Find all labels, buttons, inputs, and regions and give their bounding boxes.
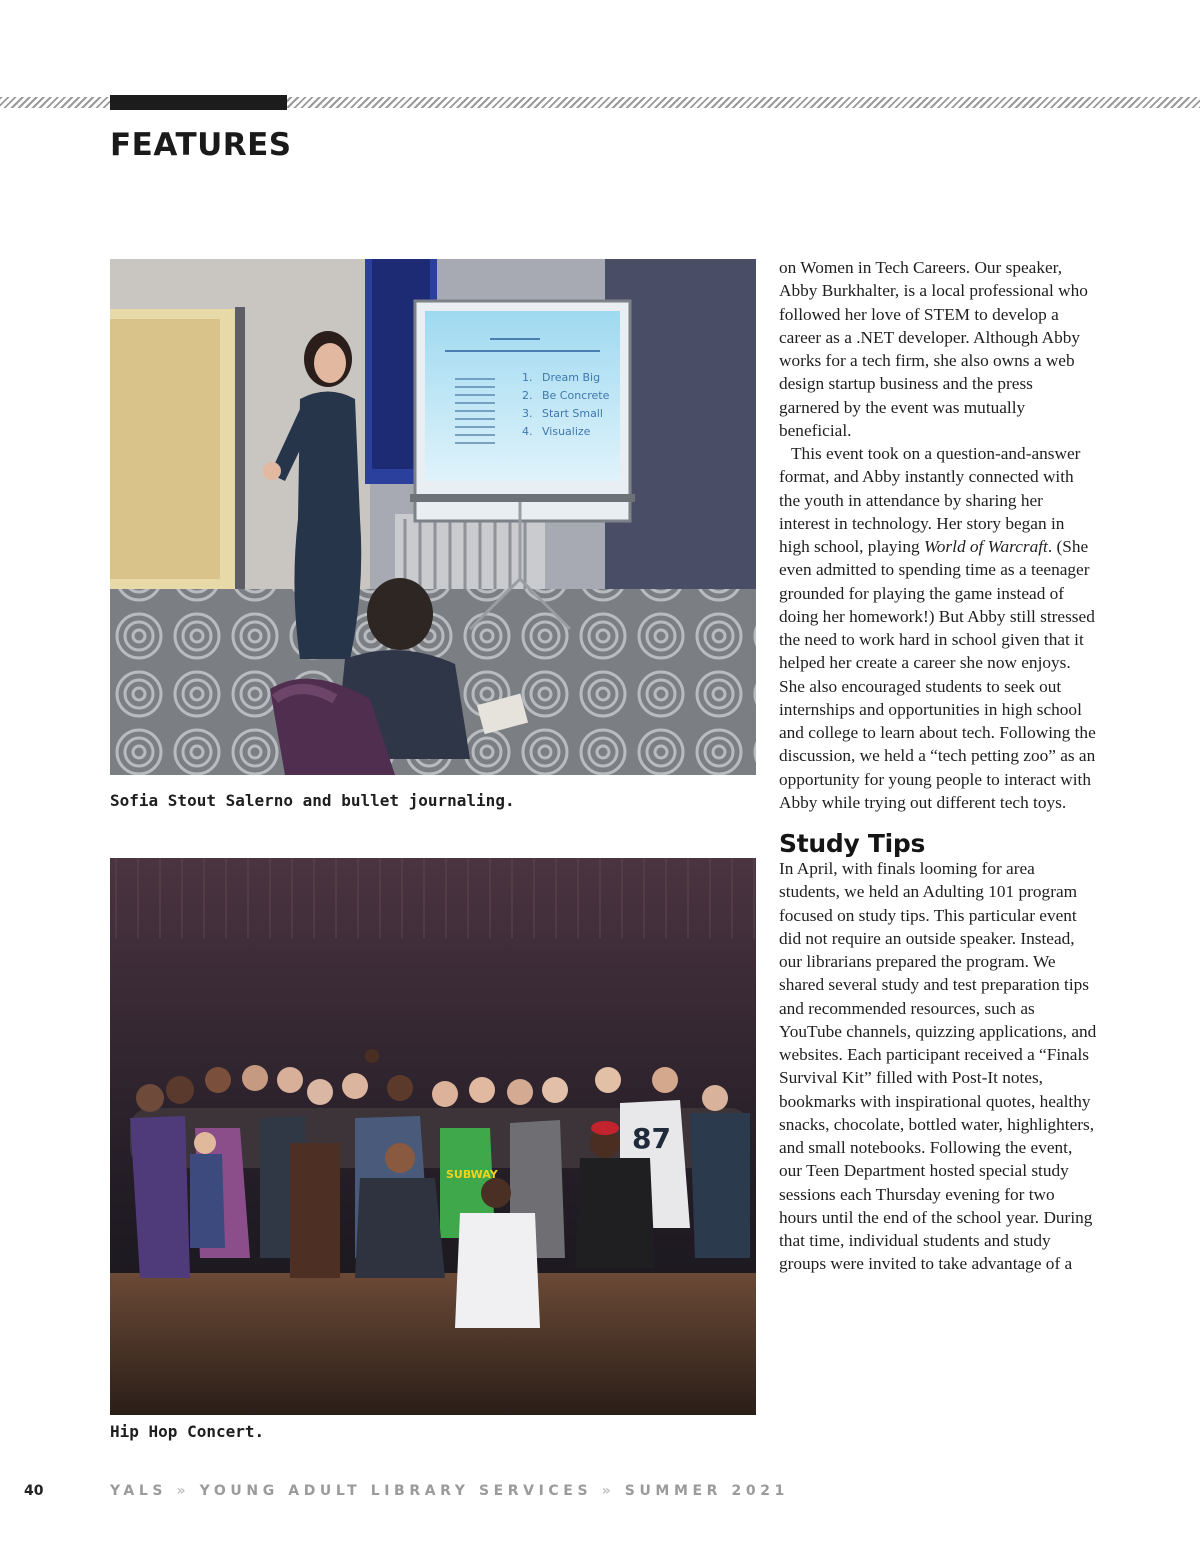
publication-abbrev: YALS — [110, 1483, 168, 1499]
header-accent-bar — [110, 95, 287, 110]
article-paragraph: on Women in Tech Careers. Our speaker, Abby Burkhalter, is a local professional who followed her love of STEM to develop a career as a .NET developer. Although Abby works for a tech firm, she also owns a web design startup business and the press garnered by the event was mutually beneficial. — [779, 258, 1088, 440]
page-footer — [0, 1481, 1200, 1501]
game-title: World of Warcraft — [923, 537, 1048, 556]
slide-number-2: 2. — [522, 389, 533, 402]
slide-item-3: Start Small — [542, 407, 603, 420]
article-paragraph: In April, with finals looming for area students, we held an Adulting 101 program focused on study tips. This particular event did not require an outside speaker. Instead, our librarians prepared the program. We shared several study and test preparation tips and recommended resources, such as YouTube channels, quizzing applications, and websites. Each participant received a “Finals Survival Kit” filled with Post-It notes, bookmarks with inspirational quotes, healthy snacks, chocolate, bottled water, highlighters, and small notebooks. Following the event, our Teen Department hosted special study sessions each Thursday evening for two hours until the end of the school year. During that time, individual students and study groups were invited to take advantage of a — [779, 859, 1097, 1274]
running-footer — [110, 1481, 789, 1501]
photo-hip-hop-concert — [110, 858, 756, 1415]
page-number: 40 — [24, 1483, 44, 1499]
slide-number-1: 1. — [522, 371, 533, 384]
article-text: . (She even admitted to spending time as a teenager grounded for playing the game instead of doing her homework!) But Abby still stressed the need to work hard in school given that it helped her create a career she now enjoys. She also encouraged students to seek out internships and opportunities in high school and college to learn about tech. Following the discussion, we held a “tech petting zoo” as an opportunity for young people to interact with Abby while trying out different tech toys. — [779, 537, 1096, 812]
slide-item-1: Dream Big — [542, 371, 601, 384]
article-text: This event took on a question-and-answer format, and Abby instantly connected with the youth in attendance by sharing her interest in technology. Her story began in high school, playing — [779, 444, 1081, 556]
photo-caption: Sofia Stout Salerno and bullet journaling. — [110, 791, 515, 810]
subheading-study-tips: Study Tips — [779, 829, 926, 858]
slide-item-2: Be Concrete — [542, 389, 610, 402]
slide-number-3: 3. — [522, 407, 533, 420]
publication-title: YOUNG ADULT LIBRARY SERVICES — [199, 1483, 593, 1499]
slide-number-4: 4. — [522, 425, 533, 438]
shirt-logo-text: SUBWAY — [446, 1168, 498, 1181]
jersey-number: 87 — [632, 1122, 671, 1155]
footer-separator: » — [601, 1483, 616, 1499]
photo-speaker-presentation — [110, 259, 756, 775]
section-label: FEATURES — [110, 127, 292, 163]
photo-caption: Hip Hop Concert. — [110, 1422, 265, 1441]
issue-label: SUMMER 2021 — [624, 1483, 789, 1499]
footer-separator: » — [176, 1483, 191, 1499]
article-column — [779, 256, 1097, 1276]
slide-item-4: Visualize — [542, 425, 591, 438]
article-paragraph — [779, 442, 1097, 814]
